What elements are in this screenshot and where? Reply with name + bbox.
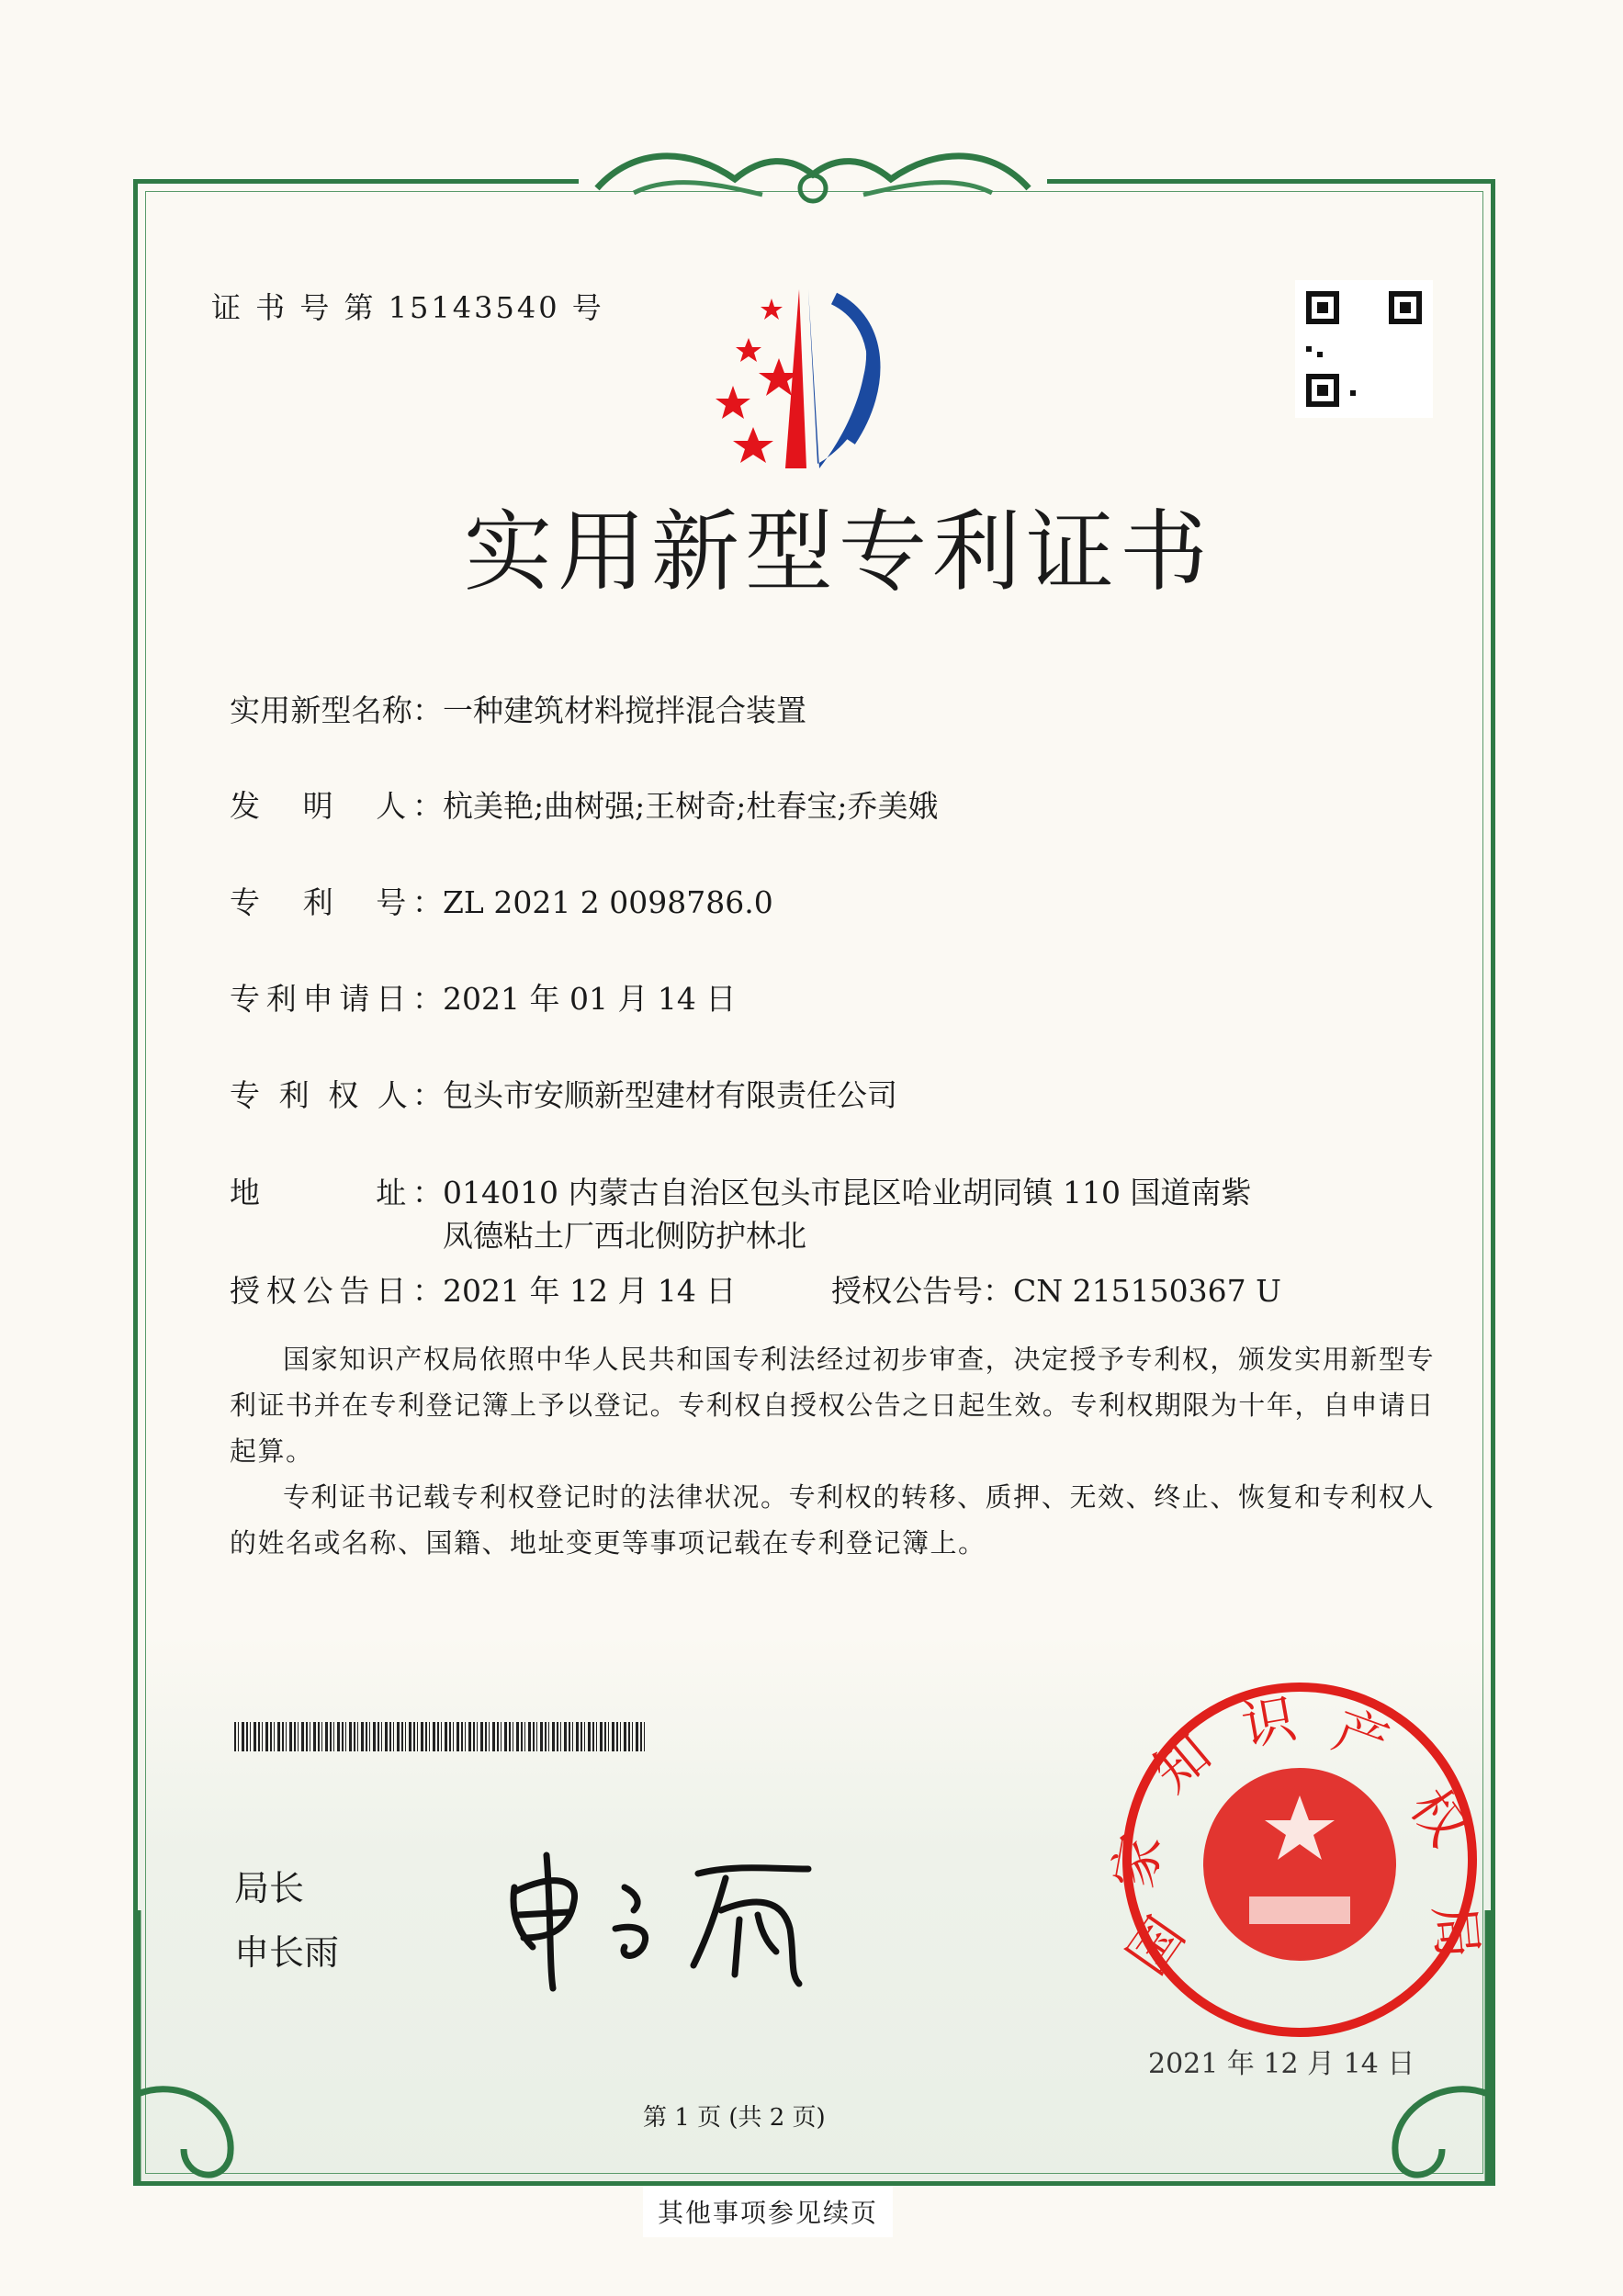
field-grant-date [230, 1267, 736, 1311]
field-address [230, 1169, 1251, 1255]
page-title: 实用新型专利证书 [464, 501, 1213, 603]
field-value: ZL 2021 2 0098786.0 [443, 884, 773, 920]
field-application-date [230, 975, 736, 1019]
svg-text:权: 权 [1397, 1777, 1480, 1857]
field-value: 杭美艳;曲树强;王树奇;杜春宝;乔美娥 [443, 788, 939, 824]
field-inventors [230, 782, 938, 826]
field-label: 授权公告日： [230, 1273, 443, 1309]
field-label: 授权公告号： [831, 1273, 1013, 1309]
svg-text:识: 识 [1237, 1686, 1301, 1758]
field-value: 包头市安顺新型建材有限责任公司 [443, 1077, 897, 1113]
field-announcement-number [831, 1267, 1281, 1311]
certificate-statement [230, 1336, 1435, 1566]
svg-text:家: 家 [1101, 1829, 1173, 1893]
svg-text:产: 产 [1324, 1698, 1397, 1776]
paragraph: 国家知识产权局依照中华人民共和国专利法经过初步审查，决定授予专利权，颁发实用新型专利证书并在专利登记簿上予以登记。专利权自授权公告之日起生效。专利权期限为十年，自申请日起算。 [230, 1344, 1435, 1467]
field-label: 发 明 人： [230, 788, 443, 824]
seal-date: 2021 年 12 月 14 日 [1148, 2048, 1415, 2080]
field-value: 一种建筑材料搅拌混合装置 [443, 692, 806, 728]
qr-code-icon[interactable] [1295, 280, 1433, 418]
field-value: 014010 内蒙古自治区包头市昆区哈业胡同镇 110 国道南紫 [443, 1175, 1252, 1210]
signature-icon [496, 1837, 845, 2002]
field-label: 专利申请日： [230, 981, 443, 1017]
field-label: 专 利 号： [230, 884, 443, 920]
certificate-number: 证 书 号 第 15143540 号 [211, 290, 604, 325]
svg-text:国: 国 [1115, 1906, 1198, 1986]
svg-text:局: 局 [1422, 1902, 1490, 1962]
field-value-line2: 凤德粘土厂西北侧防护林北 [443, 1218, 806, 1254]
field-utility-model-name [230, 687, 806, 730]
cnipa-logo-icon [698, 285, 937, 478]
barcode-icon [234, 1722, 648, 1751]
ornament-top-icon [579, 138, 1047, 220]
field-label: 实用新型名称： [230, 692, 443, 728]
field-label: 地 址： [230, 1175, 443, 1210]
signatory-title: 局长 [234, 1868, 305, 1908]
field-value: CN 215150367 U [1013, 1273, 1281, 1309]
page-number: 第 1 页 (共 2 页) [643, 2104, 826, 2132]
continued-note: 其他事项参见续页 [643, 2186, 893, 2237]
field-patent-number [230, 879, 773, 922]
official-seal-icon [1101, 1681, 1490, 2039]
field-label: 专 利 权 人： [230, 1077, 443, 1113]
paragraph: 专利证书记载专利权登记时的法律状况。专利权的转移、质押、无效、终止、恢复和专利权人的姓名或名称、国籍、地址变更等事项记载在专利登记簿上。 [230, 1481, 1435, 1559]
signatory-name: 申长雨 [234, 1932, 340, 1973]
field-patentee [230, 1072, 897, 1115]
field-value: 2021 年 01 月 14 日 [443, 981, 737, 1017]
field-value: 2021 年 12 月 14 日 [443, 1273, 737, 1309]
svg-text:知: 知 [1142, 1721, 1223, 1805]
